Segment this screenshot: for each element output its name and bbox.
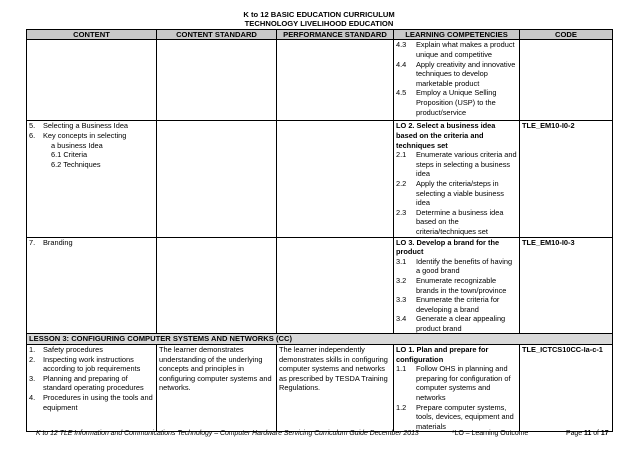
content-item: 1. Safety procedures: [29, 345, 103, 355]
page-of: of: [591, 430, 601, 437]
competency-item: 4.3 Explain what makes a product unique and competitive: [396, 40, 515, 59]
code-cell: TLE_ICTCS10CC-Ia-c-1: [520, 345, 613, 432]
curriculum-table: [26, 29, 613, 432]
table-header-row: [27, 30, 613, 40]
footer-page-number: [566, 429, 609, 439]
competency-item: 4.4 Apply creativity and innovative techniques to develop marketable product: [396, 59, 516, 88]
content-standard-cell: The learner demonstrates understanding of the underlying concepts and principles in configuring computer systems and networks.: [157, 345, 277, 432]
competency-item: 2.3 Determine a business idea based on the criteria/techniques set: [396, 207, 504, 236]
competency-item: 3.3 Enumerate the criteria for developing a brand: [396, 295, 500, 314]
code-cell: [520, 40, 613, 121]
col-header-performance-standard: PERFORMANCE STANDARD: [277, 30, 394, 40]
table-row: [27, 121, 613, 237]
subject-title: TECHNOLOGY LIVELIHOOD EDUCATION: [244, 19, 394, 28]
performance-standard-cell: [277, 121, 394, 237]
content-subitem: 6.1 Criteria: [51, 150, 88, 160]
content-item: 2. Inspecting work instructions according to job requirements: [29, 354, 141, 374]
footer-guide-title: K to 12 TLE Information and Communications Technology – Computer Hardware Servicing Curriculum Guide December 2013: [36, 430, 419, 437]
table-row: [27, 345, 613, 432]
competency-item: 1.2 Prepare computer systems, tools, devices, equipment and materials: [396, 402, 514, 431]
col-header-content-standard: CONTENT STANDARD: [157, 30, 277, 40]
col-header-code: CODE: [520, 30, 613, 40]
competencies-cell: [394, 40, 520, 121]
competency-item: 4.5 Employ a Unique Selling Proposition (USP) to the product/service: [396, 88, 497, 117]
table-row: [27, 237, 613, 334]
content-item: 4. Procedures in using the tools and equipment: [29, 393, 153, 412]
learning-outcome: LO 2. Select a business idea based on the criteria and techniques set: [396, 121, 496, 150]
performance-standard-cell: [277, 237, 394, 334]
col-header-learning-competencies: LEARNING COMPETENCIES: [394, 30, 520, 40]
content-subitem: 6.2 Techniques: [51, 159, 101, 169]
curriculum-title: K to 12 BASIC EDUCATION CURRICULUM: [243, 10, 395, 19]
performance-standard-cell: The learner independently demonstrates skills in configuring computer systems and networks as prescribed by TESDA Training Regulations.: [277, 345, 394, 432]
content-item: 6. Key concepts in selecting: [29, 131, 127, 140]
content-standard-cell: [157, 121, 277, 237]
performance-standard-cell: [277, 40, 394, 121]
content-cell: [27, 40, 157, 121]
competency-item: 2.2 Apply the criteria/steps in selecting a viable business idea: [396, 178, 504, 208]
competencies-cell: [394, 237, 520, 334]
code-cell: TLE_EM10-I0-3: [520, 237, 613, 334]
content-standard-cell: [157, 237, 277, 334]
content-cell: [27, 237, 157, 334]
content-item: 5. Selecting a Business Idea: [29, 121, 129, 131]
competency-item: 3.4 Generate a clear appealing product brand: [396, 314, 506, 333]
page-current: 11: [584, 430, 592, 437]
page-prefix: Page: [566, 430, 585, 437]
content-item: 3. Planning and preparing of standard operating procedures: [29, 373, 144, 393]
footer-lo-note: *LO – Learning Outcome: [452, 430, 529, 437]
lesson-heading: LESSON 3: CONFIGURING COMPUTER SYSTEMS AND NETWORKS (CC): [27, 334, 613, 345]
content-standard-cell: [157, 40, 277, 121]
content-item: 7. Branding: [29, 237, 73, 247]
page-total: 17: [600, 430, 609, 437]
content-cell: [27, 345, 157, 432]
content-cell: [27, 121, 157, 237]
learning-outcome: LO 1. Plan and prepare for configuration: [396, 345, 489, 364]
competencies-cell: [394, 345, 520, 432]
lesson-row: [27, 334, 613, 345]
competencies-cell: [394, 121, 520, 237]
code-cell: TLE_EM10-I0-2: [520, 121, 613, 237]
learning-outcome: LO 3. Develop a brand for the product: [396, 237, 500, 257]
competency-item: 3.1 Identify the benefits of having a good brand: [396, 256, 513, 276]
competency-item: 3.2 Enumerate recognizable brands in the town/province: [396, 275, 507, 295]
col-header-content: CONTENT: [27, 30, 157, 40]
table-row: [27, 40, 613, 121]
competency-item: 1.1 Follow OHS in planning and preparing for configuration of computer systems and networks: [396, 364, 511, 403]
content-subitem: a business Idea: [51, 140, 103, 150]
competency-item: 2.1 Enumerate various criteria and steps in selecting a business idea: [396, 150, 517, 179]
